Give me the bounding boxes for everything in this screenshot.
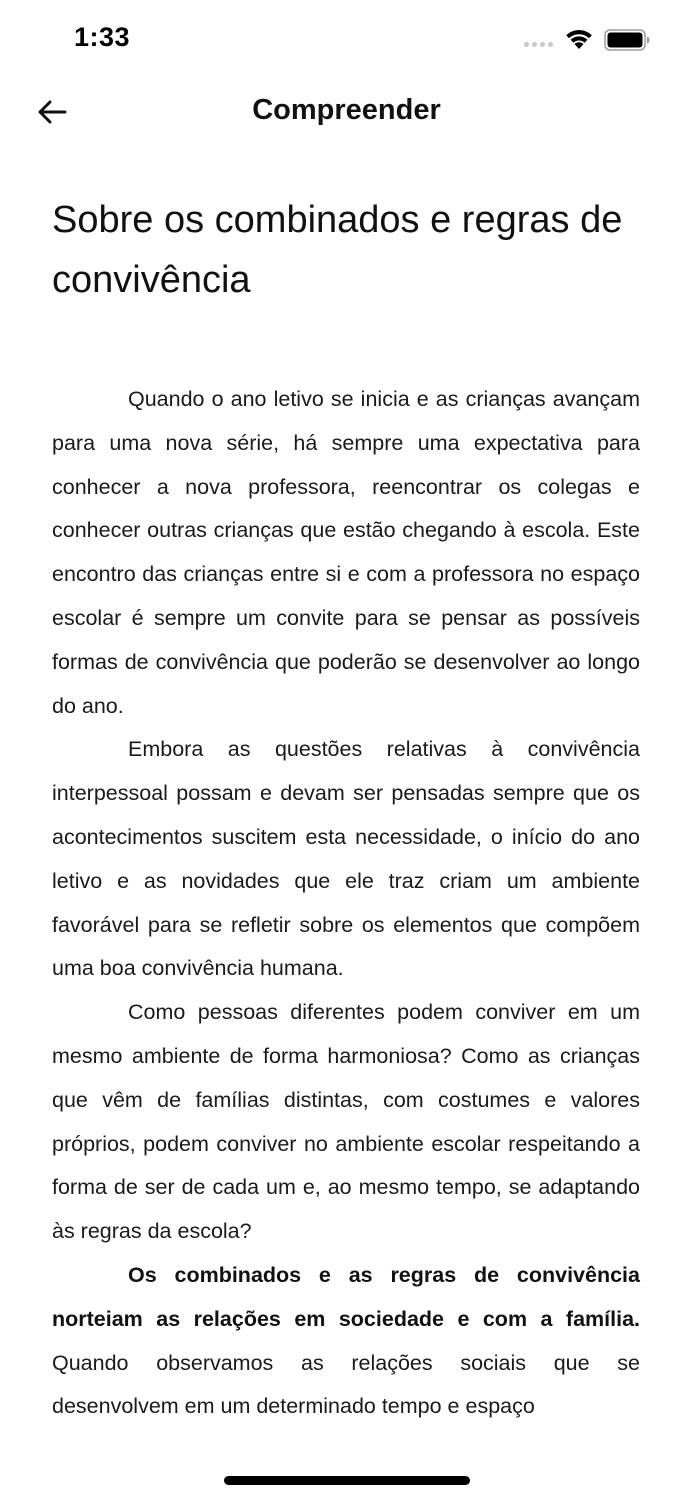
home-indicator[interactable] [224, 1476, 470, 1485]
article-paragraph-4-text: Quando observamos as relações sociais que se desenvolvem em um determinado tempo e espaço [52, 1350, 640, 1419]
cellular-signal-icon [524, 42, 553, 47]
article-paragraph-3: Como pessoas diferentes podem conviver em um mesmo ambiente de forma harmoniosa? Como as crianças que vêm de famílias distintas, com costumes e valores próprios, podem conviver no ambiente escolar respeitando a forma de ser de cada um e, ao mesmo tempo, se adaptando às regras da escola? [52, 1000, 640, 1244]
article-paragraph-2: Embora as questões relativas à convivência interpessoal possam e devam ser pensadas sempre que os acontecimentos suscitem esta necessidade, o início do ano letivo e as novidades que ele traz criam um ambiente favorável para se refletir sobre os elementos que compõem uma boa convivência humana. [52, 737, 640, 981]
status-bar [0, 0, 693, 80]
wifi-icon [564, 27, 594, 51]
article-title: Sobre os combinados e regras de convivência [52, 199, 623, 301]
article-content[interactable] [52, 190, 640, 1429]
status-time: 1:33 [74, 22, 131, 52]
article-paragraph-4 [52, 1254, 640, 1429]
article-body [52, 378, 640, 1429]
battery-icon [604, 29, 650, 51]
article-paragraph-1: Quando o ano letivo se inicia e as crianças avançam para uma nova série, há sempre uma expectativa para conhecer a nova professora, reencontrar os colegas e conhecer outras crianças que estão chegando à escola. Este encontro das crianças entre si e com a professora no espaço escolar é sempre um convite para se pensar as possíveis formas de convivência que poderão se desenvolver ao longo do ano. [52, 387, 640, 718]
nav-bar [0, 80, 693, 144]
article-paragraph-4-highlight: Os combinados e as regras de convivência norteiam as relações em sociedade e com a família. [52, 1262, 640, 1331]
page-title: Compreender [252, 94, 441, 126]
